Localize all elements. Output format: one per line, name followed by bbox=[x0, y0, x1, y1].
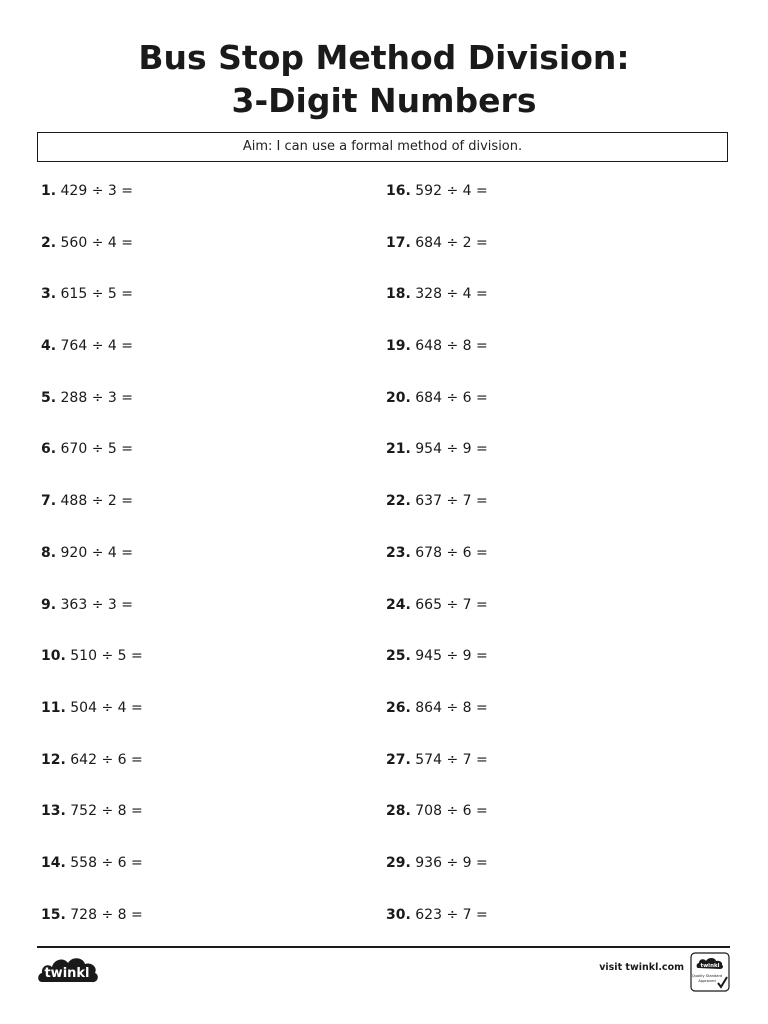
question-number: 11. bbox=[41, 699, 66, 716]
questions-left-column bbox=[41, 172, 361, 947]
question-number: 28. bbox=[386, 803, 411, 820]
question-item bbox=[41, 482, 361, 534]
question-expression: 684 ÷ 6 = bbox=[415, 389, 488, 406]
question-expression: 708 ÷ 6 = bbox=[415, 803, 488, 820]
question-number: 23. bbox=[386, 544, 411, 561]
question-number: 8. bbox=[41, 544, 57, 561]
title-line-2: 3-Digit Numbers bbox=[231, 81, 537, 120]
question-expression: 558 ÷ 6 = bbox=[70, 854, 143, 871]
question-expression: 560 ÷ 4 = bbox=[60, 234, 133, 251]
question-number: 6. bbox=[41, 441, 57, 458]
question-item bbox=[41, 792, 361, 844]
question-item bbox=[386, 534, 706, 586]
question-item bbox=[41, 896, 361, 948]
question-expression: 637 ÷ 7 = bbox=[415, 493, 488, 510]
question-item bbox=[386, 896, 706, 948]
footer-divider bbox=[37, 946, 730, 948]
questions-right-column bbox=[386, 172, 706, 947]
question-number: 2. bbox=[41, 234, 57, 251]
question-expression: 728 ÷ 8 = bbox=[70, 906, 143, 923]
question-number: 29. bbox=[386, 854, 411, 871]
aim-text: Aim: I can use a formal method of division. bbox=[242, 139, 523, 154]
question-item bbox=[386, 586, 706, 638]
question-number: 7. bbox=[41, 493, 57, 510]
question-expression: 363 ÷ 3 = bbox=[60, 596, 133, 613]
question-number: 10. bbox=[41, 648, 66, 665]
question-expression: 615 ÷ 5 = bbox=[60, 286, 133, 303]
question-expression: 678 ÷ 6 = bbox=[415, 544, 488, 561]
question-expression: 488 ÷ 2 = bbox=[60, 493, 133, 510]
question-number: 27. bbox=[386, 751, 411, 768]
question-item bbox=[386, 430, 706, 482]
visit-link[interactable]: visit twinkl.com bbox=[599, 962, 684, 973]
question-item bbox=[386, 482, 706, 534]
title-line-1: Bus Stop Method Division: bbox=[138, 38, 630, 77]
question-number: 5. bbox=[41, 389, 57, 406]
question-number: 26. bbox=[386, 699, 411, 716]
question-item bbox=[386, 792, 706, 844]
question-item bbox=[386, 327, 706, 379]
question-number: 9. bbox=[41, 596, 57, 613]
question-item bbox=[386, 379, 706, 431]
question-number: 13. bbox=[41, 803, 66, 820]
badge-line-2: Approved bbox=[698, 979, 716, 983]
quality-standard-badge-icon bbox=[690, 952, 730, 992]
question-expression: 864 ÷ 8 = bbox=[415, 699, 488, 716]
question-expression: 592 ÷ 4 = bbox=[415, 183, 488, 199]
question-item bbox=[41, 586, 361, 638]
question-item bbox=[41, 224, 361, 276]
question-expression: 574 ÷ 7 = bbox=[415, 751, 488, 768]
twinkl-logo-icon bbox=[36, 952, 100, 990]
logo-text: twinkl bbox=[44, 966, 90, 981]
question-item bbox=[386, 172, 706, 224]
question-item bbox=[386, 844, 706, 896]
question-expression: 288 ÷ 3 = bbox=[60, 389, 133, 406]
question-expression: 328 ÷ 4 = bbox=[415, 286, 488, 303]
question-item bbox=[41, 844, 361, 896]
question-expression: 670 ÷ 5 = bbox=[60, 441, 133, 458]
question-item bbox=[386, 275, 706, 327]
question-number: 21. bbox=[386, 441, 411, 458]
question-number: 18. bbox=[386, 286, 411, 303]
question-number: 22. bbox=[386, 493, 411, 510]
question-number: 19. bbox=[386, 338, 411, 355]
question-expression: 752 ÷ 8 = bbox=[70, 803, 143, 820]
question-item bbox=[41, 741, 361, 793]
page-title bbox=[0, 36, 768, 122]
question-item bbox=[41, 327, 361, 379]
question-item bbox=[41, 379, 361, 431]
question-expression: 429 ÷ 3 = bbox=[60, 183, 133, 199]
question-expression: 623 ÷ 7 = bbox=[415, 906, 488, 923]
question-number: 16. bbox=[386, 183, 411, 199]
aim-box bbox=[37, 132, 728, 162]
question-number: 4. bbox=[41, 338, 57, 355]
question-expression: 764 ÷ 4 = bbox=[60, 338, 133, 355]
question-number: 3. bbox=[41, 286, 57, 303]
question-item bbox=[41, 637, 361, 689]
question-item bbox=[41, 430, 361, 482]
question-expression: 504 ÷ 4 = bbox=[70, 699, 143, 716]
question-expression: 920 ÷ 4 = bbox=[60, 544, 133, 561]
question-expression: 945 ÷ 9 = bbox=[415, 648, 488, 665]
badge-line-1: Quality Standard bbox=[691, 974, 723, 978]
question-number: 14. bbox=[41, 854, 66, 871]
question-expression: 684 ÷ 2 = bbox=[415, 234, 488, 251]
question-expression: 648 ÷ 8 = bbox=[415, 338, 488, 355]
question-item bbox=[386, 224, 706, 276]
question-number: 24. bbox=[386, 596, 411, 613]
question-number: 1. bbox=[41, 183, 57, 199]
question-item bbox=[386, 637, 706, 689]
question-expression: 936 ÷ 9 = bbox=[415, 854, 488, 871]
question-expression: 642 ÷ 6 = bbox=[70, 751, 143, 768]
question-number: 20. bbox=[386, 389, 411, 406]
question-expression: 954 ÷ 9 = bbox=[415, 441, 488, 458]
question-number: 30. bbox=[386, 906, 411, 923]
question-item bbox=[41, 172, 361, 224]
badge-logo-text: twinkl bbox=[700, 963, 720, 969]
question-number: 17. bbox=[386, 234, 411, 251]
question-number: 12. bbox=[41, 751, 66, 768]
question-item bbox=[41, 534, 361, 586]
question-number: 25. bbox=[386, 648, 411, 665]
question-number: 15. bbox=[41, 906, 66, 923]
question-item bbox=[41, 275, 361, 327]
question-item bbox=[386, 741, 706, 793]
question-item bbox=[386, 689, 706, 741]
question-item bbox=[41, 689, 361, 741]
question-expression: 510 ÷ 5 = bbox=[70, 648, 143, 665]
question-expression: 665 ÷ 7 = bbox=[415, 596, 488, 613]
